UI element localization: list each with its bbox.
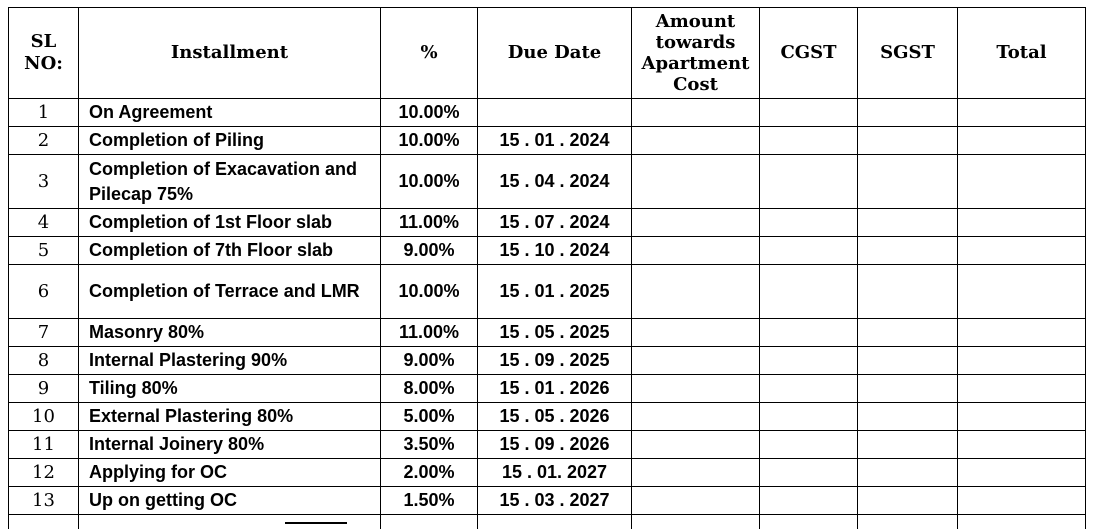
cell-amount [632,155,760,209]
cell-total [958,265,1086,319]
cell-amount [632,459,760,487]
header-sgst: SGST [858,8,958,99]
cell-percent: 9.00% [381,237,478,265]
cell-sl-no: 13 [9,487,79,515]
cell-empty [760,515,858,529]
cell-total [958,347,1086,375]
cell-amount [632,375,760,403]
cell-percent: 3.50% [381,431,478,459]
cell-sgst [858,459,958,487]
cell-total [958,487,1086,515]
table-row [9,265,1086,319]
cell-installment: Masonry 80% [79,319,381,347]
cell-sl-no: 3 [9,155,79,209]
cell-sgst [858,487,958,515]
header-sl-no: SL NO: [9,8,79,99]
cell-due-date: 15 . 01. 2027 [478,459,632,487]
cell-cgst [760,99,858,127]
cell-sl-no: 1 [9,99,79,127]
cell-cgst [760,319,858,347]
cell-amount [632,487,760,515]
cell-sl-no: 7 [9,319,79,347]
header-row [9,8,1086,99]
cell-sgst [858,347,958,375]
table-row [9,403,1086,431]
table-row-partial [9,515,1086,529]
cell-due-date: 15 . 01 . 2026 [478,375,632,403]
table-row [9,487,1086,515]
cell-empty [858,515,958,529]
cell-due-date: 15 . 07 . 2024 [478,209,632,237]
cell-sgst [858,155,958,209]
cell-installment: Internal Plastering 90% [79,347,381,375]
cell-installment: Completion of 1st Floor slab [79,209,381,237]
cell-total [958,459,1086,487]
cell-due-date: 15 . 01 . 2024 [478,127,632,155]
cell-total [958,319,1086,347]
cell-cgst [760,431,858,459]
cell-installment: Completion of Piling [79,127,381,155]
cell-percent: 9.00% [381,347,478,375]
table-body [9,99,1086,529]
cell-percent: 11.00% [381,319,478,347]
cell-due-date [478,99,632,127]
cell-sgst [858,375,958,403]
payment-schedule-table [8,7,1086,529]
cell-sl-no: 5 [9,237,79,265]
cell-percent: 10.00% [381,127,478,155]
cell-due-date: 15 . 04 . 2024 [478,155,632,209]
cell-amount [632,237,760,265]
cell-cgst [760,209,858,237]
cell-percent: 8.00% [381,375,478,403]
cell-cgst [760,155,858,209]
cell-due-date: 15 . 03 . 2027 [478,487,632,515]
cell-empty [958,515,1086,529]
cell-amount [632,99,760,127]
table-row [9,375,1086,403]
table-row [9,347,1086,375]
cell-due-date: 15 . 01 . 2025 [478,265,632,319]
cell-percent: 10.00% [381,265,478,319]
cell-percent: 2.00% [381,459,478,487]
cell-sl-no: 6 [9,265,79,319]
header-cgst: CGST [760,8,858,99]
table-row [9,237,1086,265]
cell-empty [478,515,632,529]
cell-cgst [760,487,858,515]
cell-due-date: 15 . 05 . 2025 [478,319,632,347]
cell-sl-no: 12 [9,459,79,487]
cell-amount [632,431,760,459]
cell-installment: Tiling 80% [79,375,381,403]
table-row [9,155,1086,209]
cell-empty [381,515,478,529]
header-total: Total [958,8,1086,99]
cell-total [958,99,1086,127]
cell-cgst [760,265,858,319]
total-label-fragment [285,522,347,526]
cell-sgst [858,403,958,431]
cell-cgst [760,403,858,431]
cell-amount [632,403,760,431]
header-installment: Installment [79,8,381,99]
table-row [9,459,1086,487]
cell-amount [632,347,760,375]
cell-empty [9,515,79,529]
cell-due-date: 15 . 10 . 2024 [478,237,632,265]
cell-cgst [760,347,858,375]
table-row [9,431,1086,459]
cell-sl-no: 2 [9,127,79,155]
cell-percent: 10.00% [381,155,478,209]
cell-amount [632,319,760,347]
cell-sgst [858,99,958,127]
cell-sgst [858,209,958,237]
cell-sgst [858,265,958,319]
cell-total [958,375,1086,403]
cell-installment: Internal Joinery 80% [79,431,381,459]
cell-total [958,431,1086,459]
cell-percent: 5.00% [381,403,478,431]
cell-empty [632,515,760,529]
cell-due-date: 15 . 09 . 2025 [478,347,632,375]
table-row [9,127,1086,155]
table-row [9,99,1086,127]
cell-due-date: 15 . 05 . 2026 [478,403,632,431]
cell-installment: Applying for OC [79,459,381,487]
cell-installment: Completion of Terrace and LMR [79,265,381,319]
cell-installment: Completion of 7th Floor slab [79,237,381,265]
cell-sl-no: 11 [9,431,79,459]
cell-amount [632,127,760,155]
cell-sgst [858,127,958,155]
cell-sl-no: 10 [9,403,79,431]
cell-sgst [858,237,958,265]
cell-installment: On Agreement [79,99,381,127]
cell-due-date: 15 . 09 . 2026 [478,431,632,459]
cell-cgst [760,127,858,155]
cell-total [958,403,1086,431]
cell-sl-no: 8 [9,347,79,375]
cell-sl-no: 4 [9,209,79,237]
cell-total [958,237,1086,265]
cell-amount [632,209,760,237]
table-row [9,319,1086,347]
header-due-date: Due Date [478,8,632,99]
cell-total [958,155,1086,209]
table-row [9,209,1086,237]
cell-percent: 10.00% [381,99,478,127]
cell-sgst [858,319,958,347]
cell-cgst [760,237,858,265]
cell-amount [632,265,760,319]
cell-installment: Completion of Exacavation and Pilecap 75% [79,155,381,209]
cell-sl-no: 9 [9,375,79,403]
cell-installment: Up on getting OC [79,487,381,515]
header-percent: % [381,8,478,99]
header-amount: Amount towards Apartment Cost [632,8,760,99]
cell-cgst [760,459,858,487]
cell-sgst [858,431,958,459]
cell-percent: 11.00% [381,209,478,237]
cell-total [958,209,1086,237]
cell-percent: 1.50% [381,487,478,515]
cell-cgst [760,375,858,403]
cell-total [958,127,1086,155]
cell-installment: External Plastering 80% [79,403,381,431]
